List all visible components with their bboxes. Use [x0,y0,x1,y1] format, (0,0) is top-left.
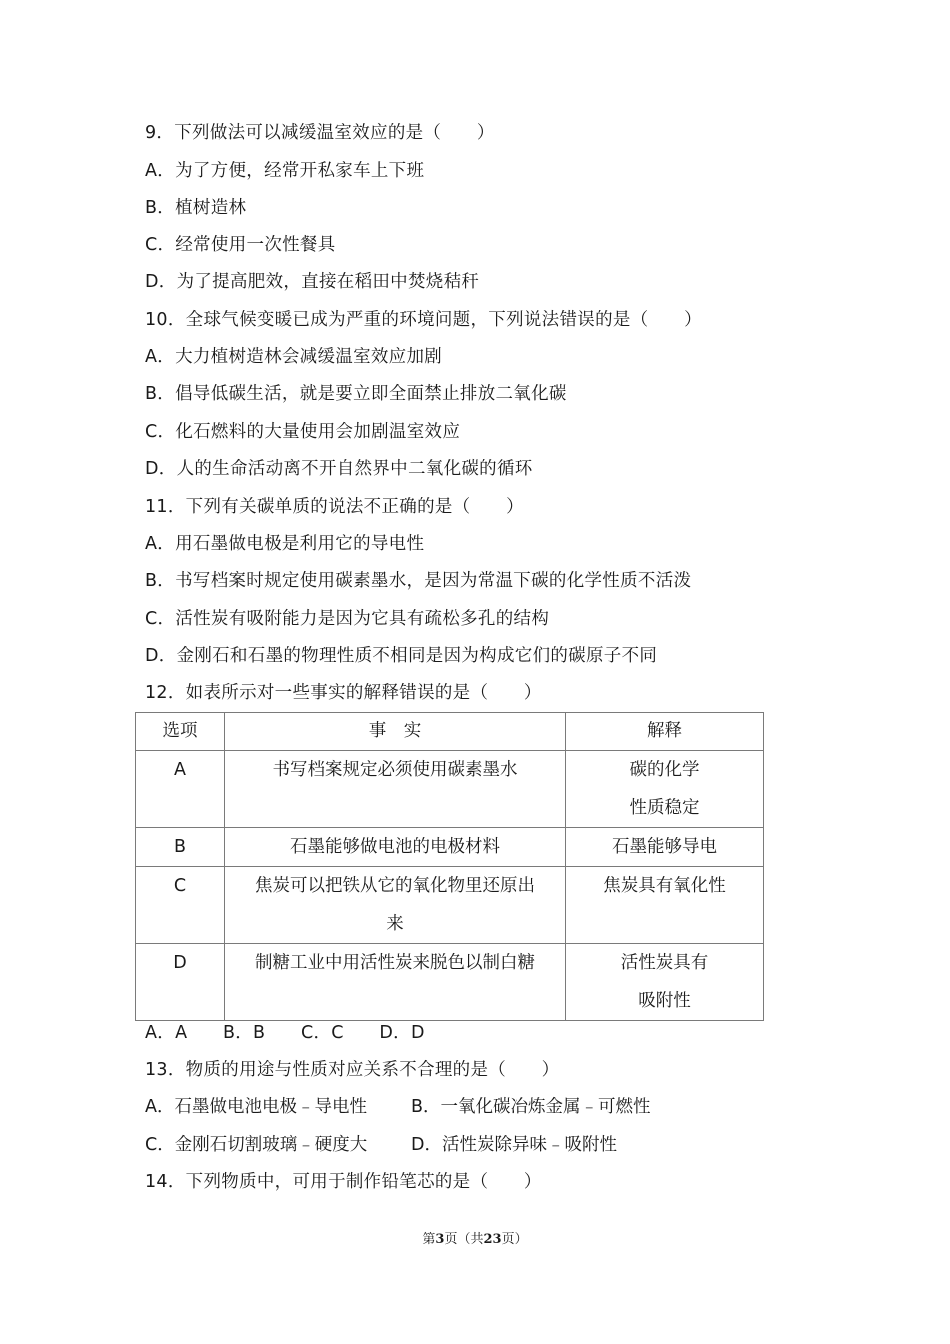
row-b-explain: 石墨能够导电 [566,828,764,867]
footer-middle: 页（共 [444,1232,484,1247]
question-13-stem: 13．物质的用途与性质对应关系不合理的是（ ） [145,1060,560,1080]
question-9-option-b: B．植树造林 [145,198,247,218]
question-11-option-a: A．用石墨做电极是利用它的导电性 [145,534,425,554]
question-13-option-c: C．金刚石切割玻璃﹣硬度大 [145,1135,368,1155]
row-b-fact: 石墨能够做电池的电极材料 [225,828,566,867]
question-10-option-a: A．大力植树造林会减缓温室效应加剧 [145,347,443,367]
header-explain: 解释 [566,713,764,751]
row-c-fact-line-2: 来 [386,914,404,934]
row-a-fact: 书写档案规定必须使用碳素墨水 [225,751,566,828]
question-13-options-row-1 [145,1095,745,1119]
question-10-stem: 10．全球气候变暖已成为严重的环境问题，下列说法错误的是（ ） [145,310,702,330]
question-10-option-c: C．化石燃料的大量使用会加剧温室效应 [145,422,461,442]
question-12-answers: A．A B．B C．C D．D [145,1023,425,1043]
question-11-option-b: B．书写档案时规定使用碳素墨水，是因为常温下碳的化学性质不活泼 [145,571,692,591]
row-c-explain: 焦炭具有氧化性 [566,867,764,944]
row-d-explain-line-2: 吸附性 [638,991,691,1011]
question-9-option-d: D．为了提高肥效，直接在稻田中焚烧秸秆 [145,272,480,292]
question-10-option-b: B．倡导低碳生活，就是要立即全面禁止排放二氧化碳 [145,384,567,404]
question-11-option-c: C．活性炭有吸附能力是因为它具有疏松多孔的结构 [145,609,550,629]
page-footer [0,1228,950,1247]
row-a-explain-line-2: 性质稳定 [629,798,700,818]
question-9-option-c: C．经常使用一次性餐具 [145,235,336,255]
row-a-explain-line-1: 碳的化学 [629,760,700,780]
row-a-option: A [136,751,225,828]
question-13-option-a: A．石墨做电池电极﹣导电性 [145,1097,367,1117]
row-d-fact: 制糖工业中用活性炭来脱色以制白糖 [225,944,566,1021]
question-13-option-b: B．一氧化碳冶炼金属﹣可燃性 [411,1097,651,1117]
question-9-option-a: A．为了方便，经常开私家车上下班 [145,161,425,181]
table-row [136,944,764,1021]
question-11-stem: 11．下列有关碳单质的说法不正确的是（ ） [145,497,524,517]
row-c-fact [225,867,566,944]
footer-page-number: 3 [435,1232,445,1247]
row-c-option: C [136,867,225,944]
table-row [136,828,764,867]
row-d-explain [566,944,764,1021]
row-d-explain-line-1: 活性炭具有 [620,953,709,973]
footer-total-pages: 23 [483,1232,502,1247]
row-b-option: B [136,828,225,867]
question-12-stem: 12．如表所示对一些事实的解释错误的是（ ） [145,683,542,703]
row-a-explain [566,751,764,828]
question-13-options-row-2 [145,1133,745,1157]
row-d-option: D [136,944,225,1021]
question-14-stem: 14．下列物质中，可用于制作铅笔芯的是（ ） [145,1172,542,1192]
question-11-option-d: D．金刚石和石墨的物理性质不相同是因为构成它们的碳原子不同 [145,646,658,666]
question-10-option-d: D．人的生命活动离不开自然界中二氧化碳的循环 [145,459,533,479]
question-9-stem: 9．下列做法可以减缓温室效应的是（ ） [145,123,495,143]
table-row [136,751,764,828]
question-13-option-d: D．活性炭除异味﹣吸附性 [411,1135,617,1155]
header-fact: 事 实 [225,713,566,751]
row-c-fact-line-1: 焦炭可以把铁从它的氧化物里还原出 [255,876,535,896]
footer-suffix: 页） [501,1232,528,1247]
facts-table [135,712,764,1021]
footer-prefix: 第 [422,1232,436,1247]
table-header-row [136,713,764,751]
header-option: 选项 [136,713,225,751]
table-row [136,867,764,944]
